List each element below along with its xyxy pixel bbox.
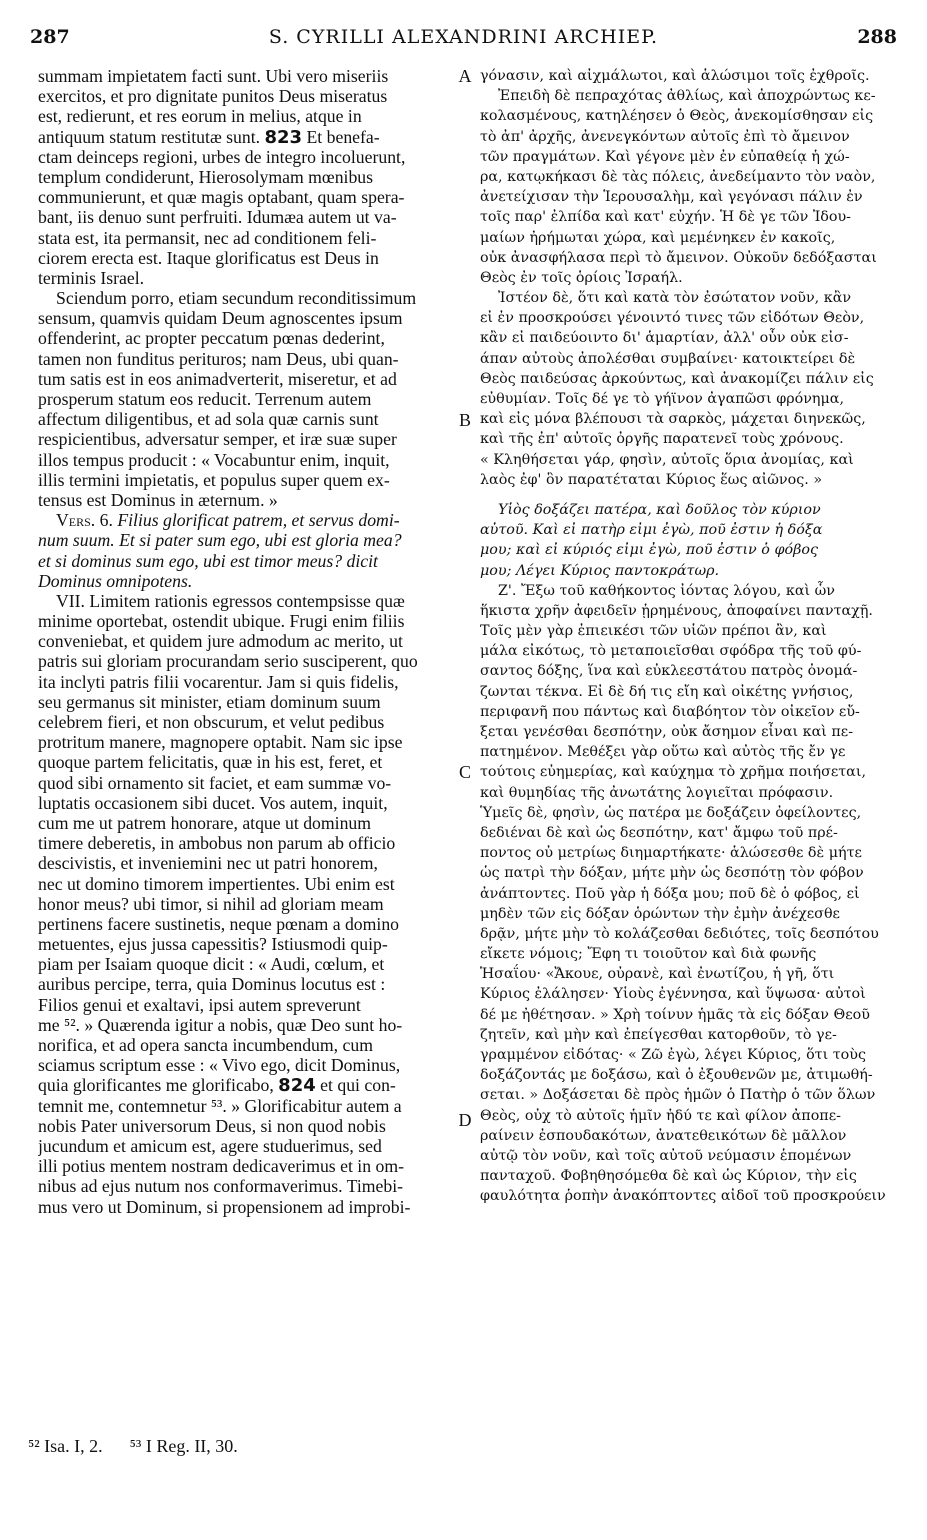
text-line: me ⁵². » Quærenda igitur a nobis, quæ Deo sunt ho- <box>38 1014 403 1035</box>
text-line: descivistis, et inveniemini nec ut patri honorem, <box>38 853 378 874</box>
text-line: Υἱὸς δοξάζει πατέρα, καὶ δοῦλος τὸν κύριον <box>498 501 821 518</box>
footnote-52: ⁵² Isa. I, 2. <box>28 1436 103 1456</box>
text-line: γραμμένον εἰδότας· « Ζῶ ἐγὼ, λέγει Κύριος, ὅτι τοὺς <box>480 1047 866 1063</box>
latin-paragraph <box>38 288 454 510</box>
margin-letter-d: D <box>458 1110 472 1130</box>
text-line: illis termini impietatis, et populus super quem ex- <box>38 469 390 490</box>
text-line: quoque partem felicitatis, quæ in his est, feret, et <box>38 752 383 773</box>
text-line: templum condiderunt, Hierosolymam mœnibus <box>38 166 374 187</box>
text-line: quia glorificantes me glorificabo, 824 et qui con- <box>38 1075 396 1096</box>
text-line: μου; Λέγει Κύριος παντοκράτωρ. <box>480 562 720 579</box>
text-line: Θεὸς, οὐχ τὸ αὐτοῖς ἡμῖν ἡδύ τε καὶ φίλον ἀποπε- <box>480 1107 841 1124</box>
text-line: timere deberetis, in ambobus non parum ab officio <box>38 833 396 854</box>
running-title: S. CYRILLI ALEXANDRINI ARCHIEP. <box>268 26 659 48</box>
text-line: illi potius mentem nostram dedicaverimus et in om- <box>38 1156 404 1177</box>
text-line: exercitos, et pro dignitate punitos Deus miseratus <box>38 86 388 107</box>
text-line: antiquum statum restitutæ sunt. 823 Et benefa- <box>38 126 380 147</box>
text-line: Τοῖς μὲν γὰρ ἐπιεικέσι τῶν υἱῶν πρέποι ἂν, καὶ <box>480 623 827 640</box>
text-line: σεται. » Δοξάσεται δὲ πρὸς ἡμῶν ὁ Πατὴρ ὁ τῶν ὅλων <box>480 1087 876 1104</box>
text-line: Ἡσαΐου· «Ἄκουε, οὐρανὲ, καὶ ἐνωτίζου, ἡ γῆ, ὅτι <box>480 966 835 983</box>
text-line: tum satis est in eos animadverterit, miseretur, et ad <box>38 368 397 389</box>
text-line: offenderint, ac propter peccatum pœnas dederint, <box>38 328 385 349</box>
footnote-53: ⁵³ I Reg. II, 30. <box>129 1436 238 1456</box>
text-line: ποντος οὐ μετρίως διημαρτήκατε· ἁλώσεσθε δὲ μήτε <box>480 845 862 862</box>
text-line: δρᾷν, μήτε μὴν τὸ κολάζεσθαι δεδιότες, τοῖς δεσπότου <box>480 925 879 942</box>
page-number-left: 287 <box>30 26 70 48</box>
greek-column <box>480 66 896 1207</box>
text-line: tensus est Dominus in æternum. » <box>38 489 278 510</box>
text-line: δοξάζοντάς με δοξάσω, καὶ ὁ ἐξουθενῶν με, ἀτιμωθή- <box>480 1067 873 1084</box>
text-line: ἀνετείχισαν τὴν Ἱερουσαλὴμ, καὶ γεγόνασι πάλιν ἐν <box>480 189 863 206</box>
text-line: piam per Isaiam quoque dicit : « Audi, cœlum, et <box>38 954 385 975</box>
text-line: Vers. 6. Filius glorificat patrem, et servus domi- <box>56 510 400 531</box>
margin-letter-b: B <box>458 410 471 430</box>
text-line: τὸ ἀπ' ἀρχῆς, ἀνενεγκόντων αὐτοῖς ἐπὶ τὸ ἄμεινον <box>480 128 850 145</box>
text-line: stata est, ita permansit, nec ad conditionem feli- <box>38 227 377 248</box>
text-line: καὶ εἰς μόνα βλέπουσι τὰ σαρκὸς, μάχεται διηνεκῶς, <box>480 411 866 428</box>
text-line: ctam deinceps regioni, urbes de integro incoluerunt, <box>38 146 406 167</box>
text-line: temnit me, contemnetur ⁵³. » Glorificabitur autem a <box>38 1095 402 1116</box>
running-header <box>0 26 927 56</box>
footnotes <box>28 1436 238 1457</box>
text-line: δέ με ἠθέτησαν. » Χρὴ τοίνυν ἡμᾶς τὰ εἰς δόξαν Θεοῦ <box>480 1006 870 1023</box>
text-line: πανταχοῦ. Φοβηθησόμεθα δὲ καὶ ὡς Κύριον, τὴν εἰς <box>480 1168 857 1185</box>
text-line: Ἰστέον δὲ, ὅτι καὶ κατὰ τὸν ἐσώτατον νοῦν, κἂν <box>498 290 852 307</box>
verse-label: Vers. 6. <box>56 510 113 531</box>
text-line: communierunt, et quæ magis optabant, quam spera- <box>38 187 405 208</box>
text-line: Dominus omnipotens. <box>38 570 193 591</box>
text-line: summam impietatem facti sunt. Ubi vero miseriis <box>38 66 389 86</box>
text-line: τοῖς παρ' ἐλπίδα καὶ κατ' εὐχήν. Ἡ δὲ γε τῶν Ἰδου- <box>480 209 852 226</box>
text-line: quod sibi ornamento sit faciet, et eam summæ vo- <box>38 772 392 793</box>
text-line: ὡς πατρὶ τὴν δόξαν, μήτε μὴν ὡς δεσπότῃ τὸν φόβον <box>480 865 864 882</box>
text-line: Θεὸς παιδεύσας ἀρκούντως, καὶ ἀνακομίζει πάλιν εἰς <box>480 370 874 387</box>
text-line: Ἐπειδὴ δὲ πεπραχότας ἀθλίως, καὶ ἀποχρώντως κε- <box>498 88 876 105</box>
text-line: λαὸς ἐφ' ὃν παρατέταται Κύριος ἕως αἰῶνος. » <box>480 471 823 488</box>
text-line: prosperum statum eos reducit. Terrenum autem <box>38 389 372 409</box>
text-line: Ζ'. Ἔξω τοῦ καθήκοντος ἰόντας λόγου, καὶ ὧν <box>498 582 835 599</box>
text-line: αὐτοῦ. Καὶ εἰ πατὴρ εἰμι ἐγὼ, ποῦ ἐστιν ἡ δόξα <box>480 522 823 539</box>
text-line: οὐκ ἀνασφήλασα περὶ τὸ ἄμεινον. Οὐκοῦν δεδόξασται <box>480 249 877 266</box>
text-line: nobis Pater universorum Deus, si non quod nobis <box>38 1115 386 1136</box>
text-line: nec ut domino timorem impertientes. Ubi enim est <box>38 873 395 894</box>
text-line: sciamus scriptum esse : « Vivo ego, dicit Dominus, <box>38 1055 401 1076</box>
text-line: respicientibus, adversatur semper, et iræ suæ super <box>38 429 397 450</box>
text-line: Ὑμεῖς δὲ, φησὶν, ὡς πατέρα με δοξάζειν ὀφείλοντες, <box>480 804 862 821</box>
text-line: αὐτῷ τὸν νοῦν, καὶ τοῖς αὐτοῦ νεύμασιν ἑπομένων <box>480 1147 852 1164</box>
text-line: VII. Limitem rationis egressos contempsisse quæ <box>56 590 405 611</box>
text-line: patris sui gloriam procurandam serio susciperent, quo <box>38 651 418 672</box>
text-line: κολασμένους, κατηλέησεν ὁ Θεὸς, ἀνεκομίσθησαν εἰς <box>480 108 874 125</box>
text-line: ἥκιστα χρῆν ἀφειδεῖν ᾑρημένους, ἀποφαίνει πανταχῇ. <box>480 602 873 619</box>
text-line: protritum manere, magnopere optabit. Nam sic ipse <box>38 732 403 753</box>
text-line: metuentes, ejus jussa capessitis? Istiusmodi quip- <box>38 934 388 955</box>
text-line: Θεὸς ἐν τοῖς ὁρίοις Ἰσραήλ. <box>480 269 683 286</box>
text-line: sensum, quamvis quidam Deum agnoscentes ipsum <box>38 308 403 329</box>
text-line: nibus ad ejus nutum nos conformaverimus. Timebi- <box>38 1176 404 1197</box>
text-line: num suum. Et si pater sum ego, ubi est gloria mea? <box>38 530 402 551</box>
text-line: πατημένον. Μεθέξει γὰρ οὕτω καὶ αὐτὸς τῆς ἔν γε <box>480 744 846 761</box>
text-line: minime oportebat, ostendit ubique. Frugi enim filiis <box>38 611 405 632</box>
verse-heading <box>480 500 896 581</box>
text-line: σαντος δόξης, ἵνα καὶ εὐκλεεστάτου πατρὸς ὀνομά- <box>480 663 858 680</box>
text-line: κἂν εἰ παιδεύοιντο δι' ἁμαρτίαν, ἀλλ' οὖν οὐκ εἰσ- <box>480 330 849 347</box>
text-line: ita inclyti patris filii vocarentur. Jam si quis fidelis, <box>38 671 399 692</box>
text-line: μου; καὶ εἰ κύριός εἰμι ἐγὼ, ποῦ ἐστιν ὁ φόβος <box>480 542 818 559</box>
text-line: εὐθυμίαν. Τοῖς δέ γε τὸ γήϊνον ἀγαπῶσι φρόνημα, <box>480 391 844 407</box>
text-line: ραίνειν ἐσπουδακότων, ἀνατεθεικότων δὲ μᾶλλον <box>480 1127 847 1144</box>
text-line: norifica, et ad opera sancta incumbendum, cum <box>38 1035 373 1055</box>
text-line: ρα, κατῳκήκασι δὲ τὰς πόλεις, ἀνεδείμαντο τὸν ναὸν, <box>480 168 876 185</box>
text-line: γόνασιν, καὶ αἰχμάλωτοι, καὶ ἁλώσιμοι τοῖς ἐχθροῖς. <box>480 68 870 84</box>
text-line: μάλα εἰκότως, τὸ μεταποιεῖσθαι σφόδρα τῆς τοῦ φύ- <box>480 643 862 660</box>
text-line: μηδὲν τῶν εἰς δόξαν ὁρώντων τὴν ἐμὴν ἀνέχεσθε <box>480 905 840 922</box>
text-line: celebrem fieri, et non obscurum, et velut pedibus <box>38 712 385 732</box>
text-line: honor meus? ubi timor, si nihil ad gloriam meam <box>38 893 384 914</box>
latin-paragraph <box>38 591 454 1217</box>
margin-letter-a: A <box>458 66 472 86</box>
text-line: auribus percipe, terra, quia Dominus locutus est : <box>38 974 386 995</box>
text-line: mus vero ut Dominum, si propensionem ad improbi- <box>38 1196 411 1217</box>
text-line: illos tempus producit : « Vocabuntur enim, inquit, <box>38 449 390 470</box>
page-number-right: 288 <box>857 26 897 48</box>
greek-paragraph <box>480 581 896 1207</box>
text-line: est, redierunt, et res eorum in melius, atque in <box>38 106 362 127</box>
text-line: ξεται γενέσθαι δεσπότην, οὐκ ἄσημον εἶναι καὶ πε- <box>480 724 854 740</box>
text-line: ἀνάπτοντες. Ποῦ γὰρ ἡ δόξα μου; ποῦ δὲ ὁ φόβος, εἰ <box>480 885 860 902</box>
column-number: 823 <box>264 126 303 147</box>
text-line: καὶ θυμηδίας τῆς ἀνωτάτης λογιεῖται πρόφασιν. <box>480 784 834 801</box>
text-line: ζωνται τέκνα. Εἰ δὲ δή τις εἴη καὶ οἰκέτης γνήσιος, <box>480 683 854 700</box>
latin-paragraph <box>38 66 454 288</box>
greek-paragraph <box>480 66 896 288</box>
text-line: terminis Israel. <box>38 267 145 288</box>
text-line: luptatis occasionem sibi ducet. Vos autem, inquit, <box>38 792 388 813</box>
text-line: τῶν πραγμάτων. Καὶ γέγονε μὲν ἐν εὐπαθείᾳ ἡ χώ- <box>480 148 850 165</box>
text-line: μαίων ἠρήμωται χώρα, καὶ μεμένηκεν ἐν κακοῖς, <box>480 229 836 246</box>
text-line: seu germanus sit minister, etiam dominum suum <box>38 691 381 712</box>
verse-heading <box>38 510 454 591</box>
margin-letter-c: C <box>458 762 471 782</box>
text-line: δεδιέναι δὲ καὶ ὡς δεσπότην, κατ' ἄμφω τοῦ πρέ- <box>480 824 838 841</box>
text-line: Sciendum porro, etiam secundum reconditissimum <box>56 288 417 309</box>
greek-paragraph <box>480 288 896 490</box>
text-line: jucundum et amicum est, agere studuerimus, sed <box>38 1135 382 1156</box>
text-line: « Κληθήσεται γάρ, φησὶν, αὐτοῖς ὅρια ἀνομίας, καὶ <box>480 451 854 468</box>
text-line: affectum diligentibus, et ad sola quæ carnis sunt <box>38 409 379 430</box>
text-line: φαυλότητα ῥοπὴν ἀνακόπτοντες αἰδοῖ τοῦ προσκρούειν <box>480 1188 886 1205</box>
text-line: καὶ τῆς ἐπ' αὐτοῖς ὀργῆς παρατενεῖ τοὺς χρόνους. <box>480 431 844 448</box>
text-line: ζητεῖν, καὶ μὴν καὶ ἐπείγεσθαι κατορθοῦν, τὸ γε- <box>480 1026 837 1043</box>
text-line: Κύριος ἐλάλησεν· Υἱοὺς ἐγέννησα, καὶ ὕψωσα· αὐτοὶ <box>480 986 866 1003</box>
text-line: bant, iis denuo sunt perfruiti. Idumæa autem ut va- <box>38 207 397 228</box>
text-line: εἰ ἐν προσκρούσει γένοιντό τινες τῶν εἰδότων Θεὸν, <box>480 310 865 327</box>
column-number: 824 <box>278 1075 316 1096</box>
text-line: ciorem erecta est. Itaque glorificatus est Deus in <box>38 247 379 268</box>
text-line: Filios genui et exaltavi, ipsi autem spreverunt <box>38 994 361 1015</box>
text-line: εἴκετε νόμοις; Ἔφη τι τοιοῦτον καὶ διὰ φωνῆς <box>480 946 817 963</box>
text-line: conveniebat, et quidem jure admodum ac merito, ut <box>38 631 403 652</box>
text-line: cum me ut patrem honorare, atque ut dominum <box>38 812 372 833</box>
text-line: άπαν αὐτοὺς ἀπολέσθαι συμβαίνει· κατοικτείρει δὲ <box>480 350 856 367</box>
text-line: et si dominus sum ego, ubi est timor meus? dicit <box>38 550 378 571</box>
text-line: pertinens facere sustinetis, neque pœnam a domino <box>38 913 400 934</box>
latin-column <box>38 66 454 1217</box>
text-line: τούτοις εὐημερίας, καὶ καύχημα τὸ χρῆμα ποιήσεται, <box>480 764 866 781</box>
text-line: tamen non funditus perituros; nam Deus, ubi quan- <box>38 348 399 369</box>
text-line: περιφανῆ που πάντως καὶ διαβόητον τὸν οἰκεῖον εὔ- <box>480 703 860 720</box>
